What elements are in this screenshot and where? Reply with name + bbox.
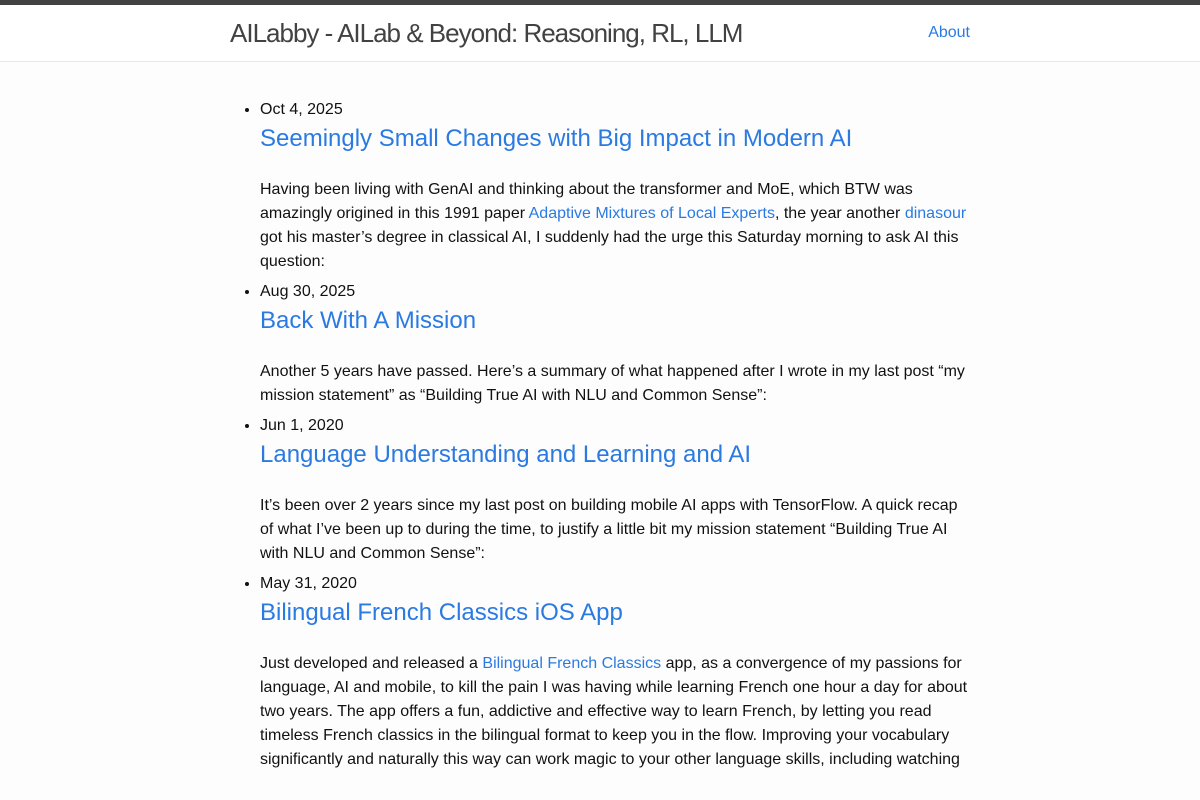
excerpt-text: got his master’s degree in classical AI, I suddenly had the urge this Saturday morning to ask AI this question: [260, 229, 959, 270]
post-title-link[interactable]: Seemingly Small Changes with Big Impact in Modern AI [260, 125, 853, 152]
post-item [260, 414, 970, 566]
excerpt-text: app, as a convergence of my passions for language, AI and mobile, to kill the pain I was having while learning French one hour a day for about two years. The app offers a fun, addictive and effective way to learn French, by letting you read timeless French classics in the bilingual format to keep you in the flow. Improving your vocabulary significantly and naturally this way can work magic to your other language skills, including watching [260, 655, 968, 768]
excerpt-link-bilingual-french-classics[interactable]: Bilingual French Classics [482, 655, 662, 672]
post-excerpt [260, 178, 970, 274]
nav-about-link[interactable]: About [928, 24, 970, 41]
post-date: • Jun 1, 2020 [260, 417, 344, 434]
post-item [260, 98, 970, 274]
post-title-link[interactable]: Back With A Mission [260, 307, 477, 334]
header-inner [230, 5, 970, 61]
main-content [230, 62, 970, 772]
post-date: • Oct 4, 2025 [260, 101, 343, 118]
post-item [260, 572, 970, 772]
post-title [260, 124, 970, 154]
post-title-link[interactable]: Language Understanding and Learning and AI [260, 441, 752, 468]
post-excerpt [260, 652, 970, 772]
post-title [260, 440, 970, 470]
post-date: • Aug 30, 2025 [260, 283, 356, 300]
post-title [260, 598, 970, 628]
post-title-link[interactable]: Bilingual French Classics iOS App [260, 599, 623, 626]
excerpt-link-adaptive-mixtures[interactable]: Adaptive Mixtures of Local Experts [528, 205, 775, 222]
excerpt-text: Just developed and released a [260, 655, 483, 672]
post-item [260, 280, 970, 408]
post-excerpt: Another 5 years have passed. Here’s a summary of what happened after I wrote in my last post “my mission statement” as “Building True AI with NLU and Common Sense”: [260, 363, 965, 404]
post-excerpt: It’s been over 2 years since my last post on building mobile AI apps with TensorFlow. A quick recap of what I’ve been up to during the time, to justify a little bit my mission statement “Building True AI with NLU and Common Sense”: [260, 497, 958, 562]
site-title-link[interactable]: AILabby - AILab & Beyond: Reasoning, RL, LLM [230, 18, 743, 48]
site-header [0, 5, 1200, 62]
post-title [260, 306, 970, 336]
excerpt-link-dinasour[interactable]: dinasour [904, 205, 967, 222]
excerpt-text: Having been living with GenAI and thinking about the transformer and MoE, which BTW was amazingly origined in this 1991 paper [260, 181, 913, 222]
post-date: • May 31, 2020 [260, 575, 357, 592]
post-list [230, 62, 970, 772]
excerpt-text: , the year another [774, 205, 905, 222]
